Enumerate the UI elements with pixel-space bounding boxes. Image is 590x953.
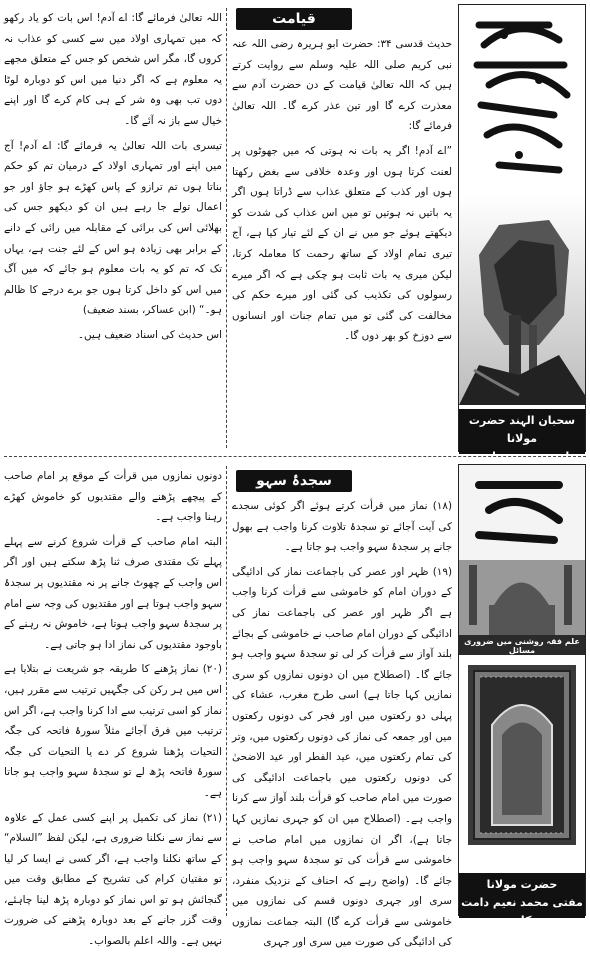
section-heading-qiyamat: قیامت <box>236 8 352 30</box>
paragraph: (۱۹) ظہر اور عصر کی باجماعت نماز کی ادائیگی کے دوران امام کو خاموشی سے قرأت کرنا واجب ہے اگر ظہر اور عصر کی باجماعت نماز کی ادائیگی کے دوران امام صاحب نے خاموشی کے بجائے بلند آواز سے قرأت کر لی تو سجدۂ سہو واجب ہو جائے گا۔ (اصطلاح میں ان دونوں نمازوں کو سری نمازیں کہا جاتا ہے) اسی طرح مغرب، عشاء کی پہلی دو رکعتوں میں اور فجر کی دونوں رکعتوں میں اور جمعہ کی نماز کی دونوں رکعتوں میں، وتر کی تمام رکعتوں میں، عید الفطر اور عید الاضحیٰ کی دونوں رکعتوں میں باجماعت ادائیگی کی صورت میں امام صاحب کو قرأت بلند آواز سے کرنا واجب ہے۔ (اصطلاح میں ان کو جہری نمازیں کہا جاتا ہے)، اگر ان نمازوں میں امام صاحب نے خاموشی سے قرأت کی تو سجدۂ سہو واجب ہو جائے گا۔ (واضح رہے کہ احناف کے نزدیک منفرد، سری اور جہری دونوں قسم کی نمازوں میں خاموشی سے قرأت کرے گا) البتہ جماعت نمازوں کی ادائیگی کی صورت میں سری اور جہری <box>232 565 452 949</box>
paragraph: (۱۸) نماز میں قرأت کرتے ہوئے اگر کوئی سجدے کی آیت آجائے تو سجدۂ تلاوت کرنا واجب ہے بھول جانے پر سجدۂ سہو واجب ہو جاتا ہے۔ <box>232 500 452 554</box>
article-column-left <box>4 8 222 448</box>
author-line-2: مفتی محمد نعیم دامت برکاتہم <box>461 896 583 927</box>
paragraph: (۲۰) نماز پڑھنے کا طریقہ جو شریعت نے بتلایا ہے اس میں ہر رکن کی جگہیں ترتیب سے مقرر ہیں، نماز کو اسی ترتیب سے ادا کرنا واجب ہے، اگر اس ترتیب میں فرق آجائے مثلاً سورۂ فاتحہ کی جگہ التحیات پڑھنا شروع کر دے یا التحیات کی جگہ سورۂ فاتحہ پڑھ لے تو سجدۂ سہو واجب ہو جاتا ہے۔ <box>4 663 222 799</box>
ruins-illustration <box>459 195 585 405</box>
author-line-1: حضرت مولانا <box>486 878 558 891</box>
paragraph: (۲۱) نماز کی تکمیل پر اپنے کسی عمل کے علاوہ سے نماز سے نکلنا ضروری ہے، لیکن لفظ ”السلام“ کے ساتھ نکلنا واجب ہے، اگر کسی نے ایسا کر لیا تو مفتیان کرام کی تشریح کے مطابق وقت میں گنجائش ہو تو اس نماز کو دوبارہ پڑھ لینا چاہئے، وقت گزر جانے کے بعد دوبارہ پڑھنے کی ضرورت نہیں ہے۔ واللہ اعلم بالصواب۔ <box>4 811 222 948</box>
author-line-1: سحبان الہند حضرت مولانا <box>468 414 576 445</box>
paragraph: حدیث قدسی ۳۴: حضرت ابو ہریرہ رضی اللہ عنہ نبی کریم صلی اللہ علیہ وسلم سے روایت کرتے ہیں کہ اللہ تعالیٰ قیامت کے دن حضرت آدم سے معذرت کرے گا اور تین عذر کرے گا۔ اللہ تعالیٰ فرمائے گا: <box>232 38 452 133</box>
column-divider <box>226 466 227 916</box>
sidebar-banner-namaz <box>458 464 586 927</box>
column-divider <box>226 8 227 448</box>
prayer-mat-image <box>468 665 576 845</box>
author-caption <box>459 873 585 927</box>
author-caption <box>459 409 585 463</box>
banner-title-text <box>459 465 460 466</box>
paragraph: ”اے آدم! اگر یہ بات نہ ہوتی کہ میں جھوٹوں پر لعنت کرتا ہوں اور وعدہ خلافی سے بغض رکھتا ہوں اور کذب کے متعلق عذاب سے ڈراتا ہوں اگر یہ باتیں نہ ہوتیں تو میں اس عذاب کی شدت کو دیکھتے ہوئے جو میں نے ان کے لئے تیار کیا ہے، آج تیری تمام اولاد کے ساتھ رحمت کا معاملہ کرتا، لیکن میری یہ بات ثابت ہو چکی ہے کہ اگر میرے رسولوں کی تکذیب کی گئی اور میرے حکم کی مخالفت کی گئی تو میں تمام جنات اور انسانوں سے دوزخ کو بھر دوں گا۔ <box>232 144 452 343</box>
calligraphy-title-image <box>459 5 585 191</box>
article-column-right <box>232 496 452 949</box>
author-line-2: احمد سعید دہلوی <box>474 450 570 463</box>
section-divider <box>4 456 586 457</box>
paragraph: تیسری بات اللہ تعالیٰ یہ فرمائے گا: اے آدم! آج میں اپنے اور تمہاری اولاد کے درمیان تم کو حکم بناتا ہوں تم ترازو کے پاس کھڑے ہو جاؤ اور جو اعمال تولے جا رہے ہیں ان کو دیکھو جس کی بھلائی اس کی برائی کے مقابلہ میں رائی کے دانے کے برابر بھی زیادہ ہو اس کے لئے جنت ہے، یہاں تک کہ تم کو یہ بات معلوم ہو جائے کہ میں آگ میں اس کو داخل کرتا ہوں جو برے درجے کا ظالم ہو۔“ (ابن عساکر، بسند ضعیف) <box>4 139 222 317</box>
paragraph: اس حدیث کی اسناد ضعیف ہیں۔ <box>77 328 222 341</box>
paragraph: اللہ تعالیٰ فرمائے گا: اے آدم! اس بات کو یاد رکھو کہ میں تمہاری اولاد میں سے کسی کو عذاب نہ کروں گا، مگر اس شخص کو جس کے متعلق مجھے یہ معلوم ہے کہ اگر دنیا میں اس کو دوبارہ لوٹا دوں تب بھی وہ شر کے ہی کام کرے گا اور اپنے خیال سے باز نہ آئے گا۔ <box>4 12 222 127</box>
banner-subtitle: علم فقہ روشنی میں ضروری مسائل <box>464 637 580 655</box>
mosque-illustration <box>459 465 585 655</box>
article-column-left <box>4 466 222 948</box>
banner-title-text <box>459 5 460 6</box>
sidebar-banner-hadith <box>458 4 586 463</box>
article-column-right <box>232 34 452 450</box>
paragraph: البتہ امام صاحب کے قرأت شروع کرنے سے پہلے پہلے تک مقتدی صرف ثنا پڑھ سکتے ہیں اور اگر اس واجب کے چھوٹ جانے پر نہ مقتدیوں پر سجدۂ سہو واجب ہوتا ہے اور مقتدیوں کی وجہ سے امام پر سجدۂ سہو واجب ہوتا ہے، خاموش نہ رہنے کے باوجود مقتدیوں کی نماز ادا ہو جاتی ہے۔ <box>4 535 222 651</box>
paragraph: دونوں نمازوں میں قرأت کے موقع پر امام صاحب کے پیچھے پڑھنے والے مقتدیوں کو خاموش کھڑے رہنا واجب ہے۔ <box>4 470 222 524</box>
section-heading-sajda-sahw: سجدۂ سہو <box>236 470 352 492</box>
